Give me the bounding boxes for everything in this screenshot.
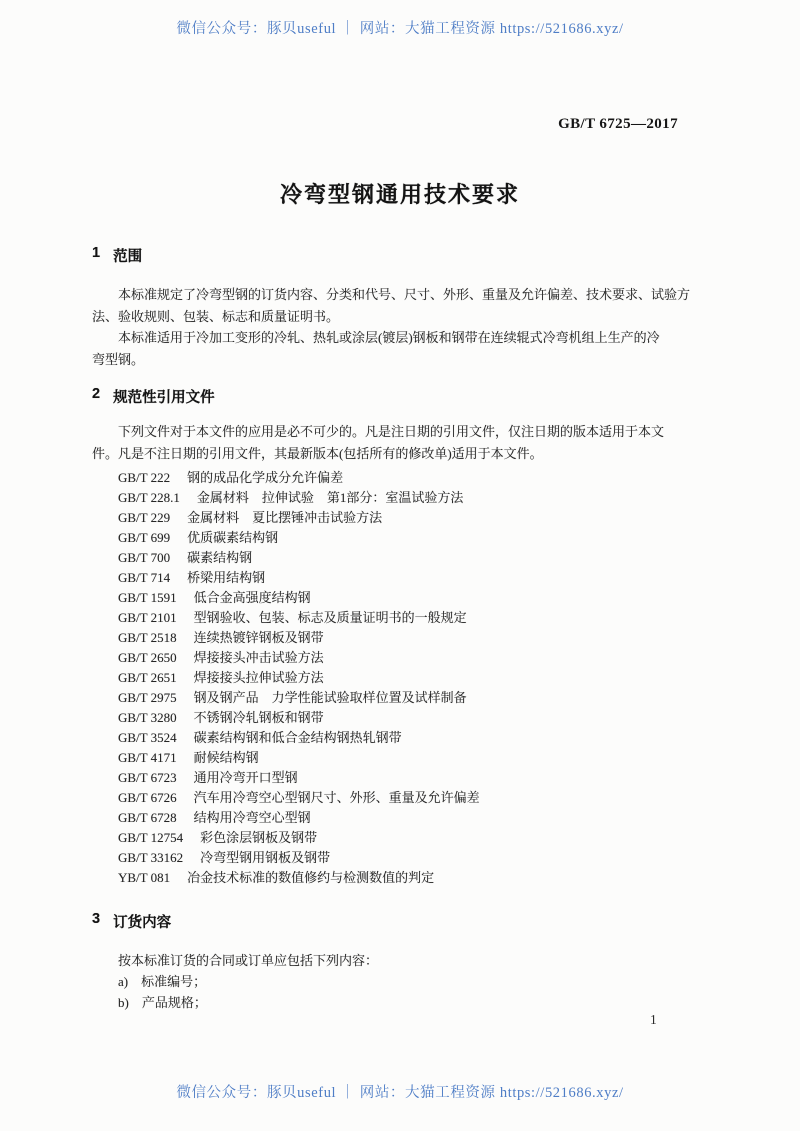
section-heading-scope	[92, 245, 142, 266]
section-label: 规范性引用文件	[113, 390, 215, 406]
reference-code: GB/T 4171	[118, 750, 177, 765]
reference-title: 钢的成品化学成分允许偏差	[187, 470, 344, 485]
reference-title: 彩色涂层钢板及钢带	[200, 830, 318, 845]
reference-code: GB/T 714	[118, 570, 171, 585]
ordering-item	[92, 993, 742, 1014]
reference-code: GB/T 222	[118, 470, 171, 485]
reference-code: GB/T 3280	[118, 710, 177, 725]
reference-code: GB/T 6723	[118, 770, 177, 785]
reference-item	[118, 868, 480, 888]
reference-code: GB/T 1591	[118, 590, 177, 605]
reference-title: 冷弯型钢用钢板及钢带	[200, 850, 331, 865]
reference-title: 结构用冷弯空心型钢	[193, 810, 311, 825]
reference-title: 焊接接头拉伸试验方法	[193, 670, 324, 685]
reference-code: GB/T 2975	[118, 690, 177, 705]
reference-item	[118, 568, 480, 588]
paragraph-line: 下列文件对于本文件的应用是必不可少的。凡是注日期的引用文件，仅注日期的版本适用于本文	[118, 424, 665, 439]
ordering-item-text: 标准编号；	[141, 973, 207, 989]
section-number: 1	[92, 245, 101, 261]
reference-item	[118, 508, 480, 528]
reference-title: 型钢验收、包装、标志及质量证明书的一般规定	[193, 610, 467, 625]
reference-title: 连续热镀锌钢板及钢带	[193, 630, 324, 645]
reference-code: GB/T 33162	[118, 850, 184, 865]
reference-code: GB/T 2650	[118, 650, 177, 665]
reference-code: GB/T 3524	[118, 730, 177, 745]
paragraph-line: 本标准适用于冷加工变形的冷轧、热轧或涂层(镀层)钢板和钢带在连续辊式冷弯机组上生产的冷	[118, 330, 660, 345]
reference-item	[118, 848, 480, 868]
reference-item	[118, 608, 480, 628]
reference-code: GB/T 6728	[118, 810, 177, 825]
watermark-bottom: 微信公众号：豚贝useful ｜ 网站：大猫工程资源 https://521686.xyz/	[176, 1085, 624, 1101]
standard-code: GB/T 6725—2017	[558, 116, 678, 132]
reference-code: GB/T 12754	[118, 830, 184, 845]
reference-item	[118, 648, 480, 668]
references-list	[118, 468, 480, 888]
reference-title: 耐候结构钢	[193, 750, 259, 765]
paragraph-line: 弯型钢。	[92, 351, 145, 367]
ordering-list	[92, 972, 742, 1014]
section-heading-references	[92, 386, 215, 407]
reference-title: 碳素结构钢和低合金结构钢热轧钢带	[193, 730, 402, 745]
ordering-item-text: 产品规格；	[141, 994, 207, 1010]
reference-title: 低合金高强度结构钢	[193, 590, 311, 605]
reference-title: 钢及钢产品 力学性能试验取样位置及试样制备	[193, 690, 467, 705]
reference-title: 桥梁用结构钢	[187, 570, 266, 585]
paragraph-line: 件。凡是不注日期的引用文件，其最新版本(包括所有的修改单)适用于本文件。	[92, 445, 543, 461]
reference-code: GB/T 228.1	[118, 490, 180, 505]
scope-paragraphs	[92, 284, 742, 370]
reference-title: 冶金技术标准的数值修约与检测数值的判定	[187, 870, 435, 885]
reference-title: 碳素结构钢	[187, 550, 253, 565]
section-number: 3	[92, 911, 101, 927]
reference-code: GB/T 2651	[118, 670, 177, 685]
reference-item	[118, 468, 480, 488]
reference-item	[118, 548, 480, 568]
reference-code: GB/T 699	[118, 530, 171, 545]
paragraph-line: 本标准规定了冷弯型钢的订货内容、分类和代号、尺寸、外形、重量及允许偏差、技术要求、试验方	[118, 287, 691, 302]
reference-item	[118, 788, 480, 808]
watermark-top: 微信公众号：豚贝useful ｜ 网站：大猫工程资源 https://521686.xyz/	[176, 21, 624, 37]
section-number: 2	[92, 386, 101, 402]
reference-title: 金属材料 夏比摆锤冲击试验方法	[187, 510, 383, 525]
reference-title: 汽车用冷弯空心型钢尺寸、外形、重量及允许偏差	[193, 790, 480, 805]
ordering-intro: 按本标准订货的合同或订单应包括下列内容：	[118, 953, 379, 968]
section-label: 范围	[113, 249, 143, 265]
reference-item	[118, 588, 480, 608]
reference-item	[118, 828, 480, 848]
reference-item	[118, 768, 480, 788]
reference-code: YB/T 081	[118, 870, 171, 885]
references-intro	[92, 421, 742, 464]
ordering-content	[92, 951, 742, 1013]
reference-item	[118, 528, 480, 548]
section-label: 订货内容	[113, 915, 172, 931]
reference-item	[118, 668, 480, 688]
ordering-item	[92, 972, 742, 993]
ordering-item-marker: a)	[118, 973, 129, 989]
section-heading-ordering	[92, 911, 171, 932]
document-title: 冷弯型钢通用技术要求	[279, 182, 520, 207]
reference-item	[118, 708, 480, 728]
reference-code: GB/T 2518	[118, 630, 177, 645]
reference-item	[118, 688, 480, 708]
reference-title: 焊接接头冲击试验方法	[193, 650, 324, 665]
ordering-item-marker: b)	[118, 994, 129, 1010]
page-number: 1	[650, 1012, 657, 1027]
reference-code: GB/T 2101	[118, 610, 177, 625]
reference-title: 优质碳素结构钢	[187, 530, 279, 545]
paragraph-line: 法、验收规则、包装、标志和质量证明书。	[92, 308, 340, 324]
reference-item	[118, 628, 480, 648]
reference-title: 金属材料 拉伸试验 第1部分：室温试验方法	[196, 490, 464, 505]
reference-code: GB/T 6726	[118, 790, 177, 805]
reference-item	[118, 808, 480, 828]
reference-item	[118, 488, 480, 508]
reference-title: 不锈钢冷轧钢板和钢带	[193, 710, 324, 725]
reference-code: GB/T 700	[118, 550, 171, 565]
reference-code: GB/T 229	[118, 510, 171, 525]
reference-item	[118, 728, 480, 748]
reference-item	[118, 748, 480, 768]
reference-title: 通用冷弯开口型钢	[193, 770, 298, 785]
